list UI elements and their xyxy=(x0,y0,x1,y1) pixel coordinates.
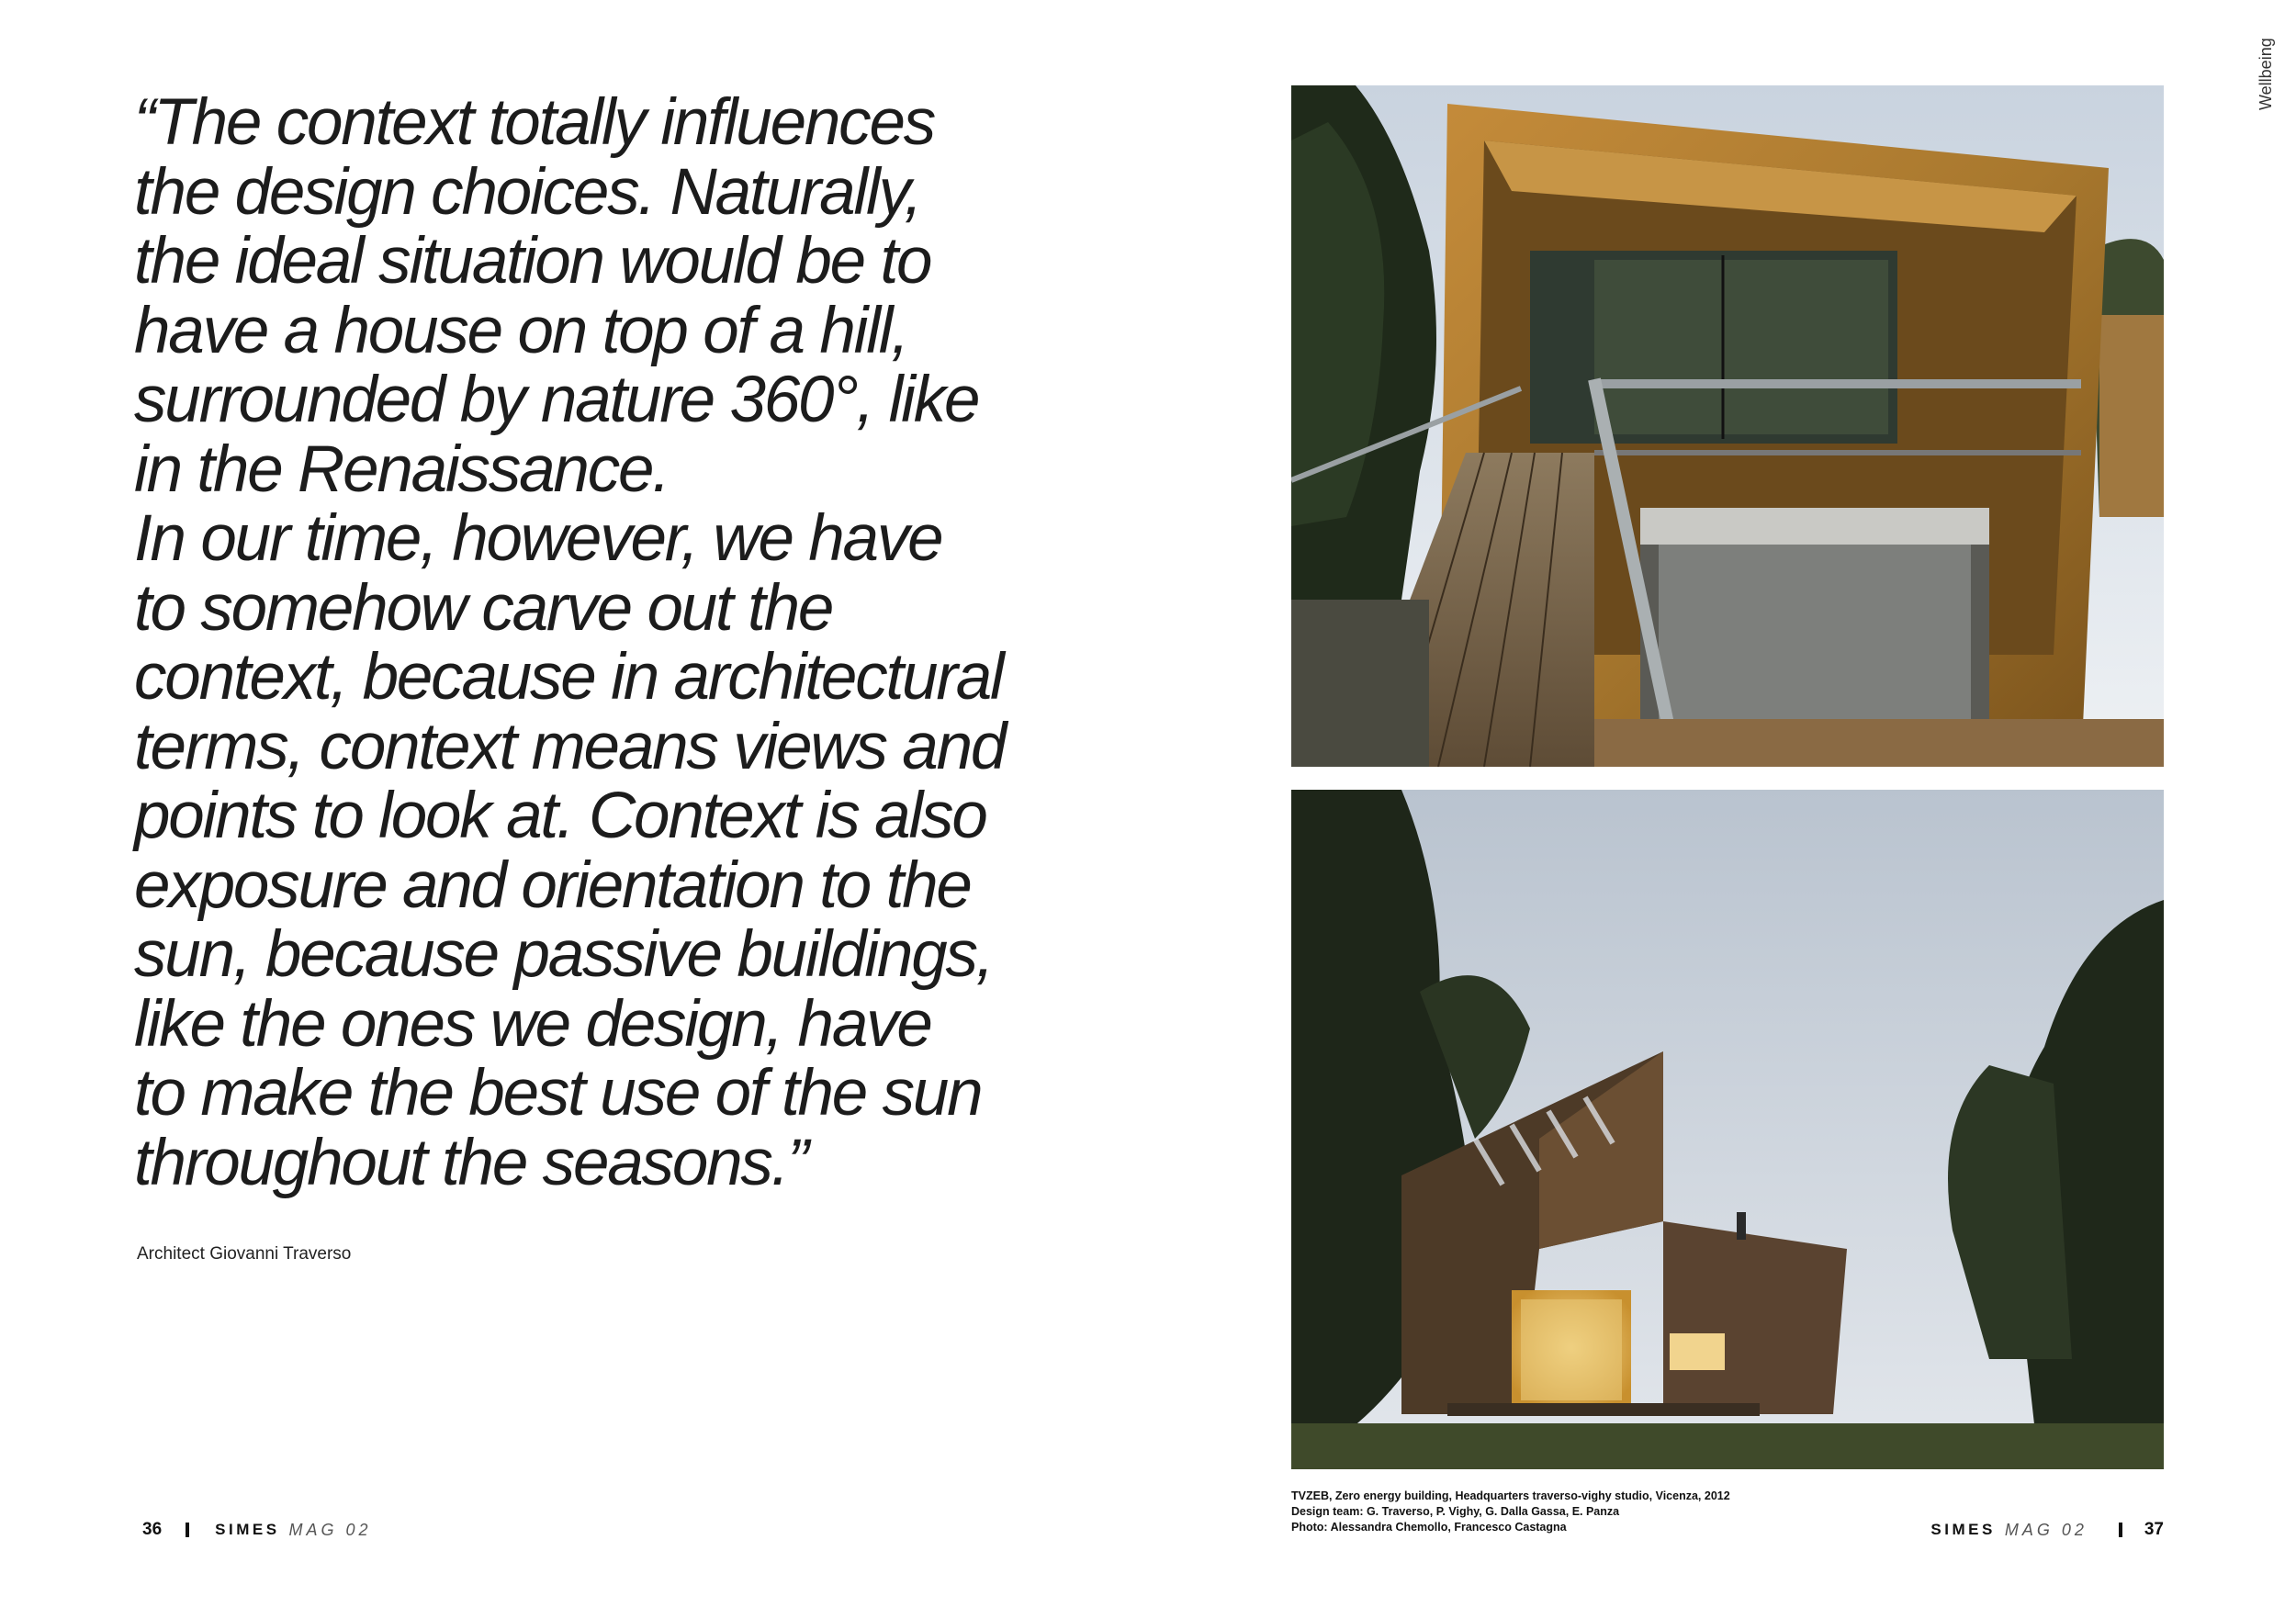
footer-divider xyxy=(2119,1523,2122,1537)
quote-line: in the Renaissance. xyxy=(134,433,669,506)
quote-line: context, because in architectural xyxy=(134,641,1003,714)
quote-line: terms, context means views and xyxy=(134,710,1006,783)
magazine-issue: MAG 02 xyxy=(2004,1520,2088,1539)
section-label: Wellbeing xyxy=(2257,38,2275,110)
page-number: 36 xyxy=(142,1520,163,1539)
pull-quote xyxy=(134,88,1052,1197)
caption-line-title: TVZEB, Zero energy building, Headquarters traverso-vighy studio, Vicenza, 2012 xyxy=(1291,1489,1730,1502)
quote-line: the design choices. Naturally, xyxy=(134,155,921,229)
caption-line-photo-credit: Photo: Alessandra Chemollo, Francesco Castagna xyxy=(1291,1521,1567,1534)
quote-line: surrounded by nature 360°, like xyxy=(134,364,979,436)
section-tab xyxy=(2257,28,2280,110)
house-evening-photo xyxy=(1291,790,2164,1469)
caption-line-design-team: Design team: G. Traverso, P. Vighy, G. Dalla Gassa, E. Panza xyxy=(1291,1505,1620,1518)
quote-line: exposure and orientation to the xyxy=(134,848,971,922)
quote-line: In our time, however, we have xyxy=(134,502,942,575)
quote-line: to make the best use of the sun xyxy=(134,1057,982,1129)
house-in-trees-image xyxy=(1291,790,2164,1469)
brand-name: SIMES xyxy=(215,1521,280,1538)
page-number: 37 xyxy=(2144,1520,2164,1539)
footer-right xyxy=(1930,1519,2164,1541)
magazine-issue: MAG 02 xyxy=(288,1520,372,1539)
photo-caption xyxy=(1291,1489,1730,1535)
wooden-house-bridge-image xyxy=(1291,85,2164,767)
quote-line: have a house on top of a hill, xyxy=(134,294,907,367)
brand-name: SIMES xyxy=(1930,1521,1996,1538)
quote-line: like the ones we design, have xyxy=(134,987,931,1061)
quote-attribution: Architect Giovanni Traverso xyxy=(137,1244,352,1264)
house-exterior-photo xyxy=(1291,85,2164,767)
quote-line: “The context totally influences xyxy=(134,86,935,159)
footer-left xyxy=(142,1519,372,1541)
quote-line: sun, because passive buildings, xyxy=(134,918,993,991)
quote-line: to somehow carve out the xyxy=(134,571,833,645)
quote-line: points to look at. Context is also xyxy=(134,780,986,852)
quote-line: the ideal situation would be to xyxy=(134,225,931,298)
quote-line: throughout the seasons.” xyxy=(134,1126,807,1199)
footer-divider xyxy=(186,1523,189,1537)
